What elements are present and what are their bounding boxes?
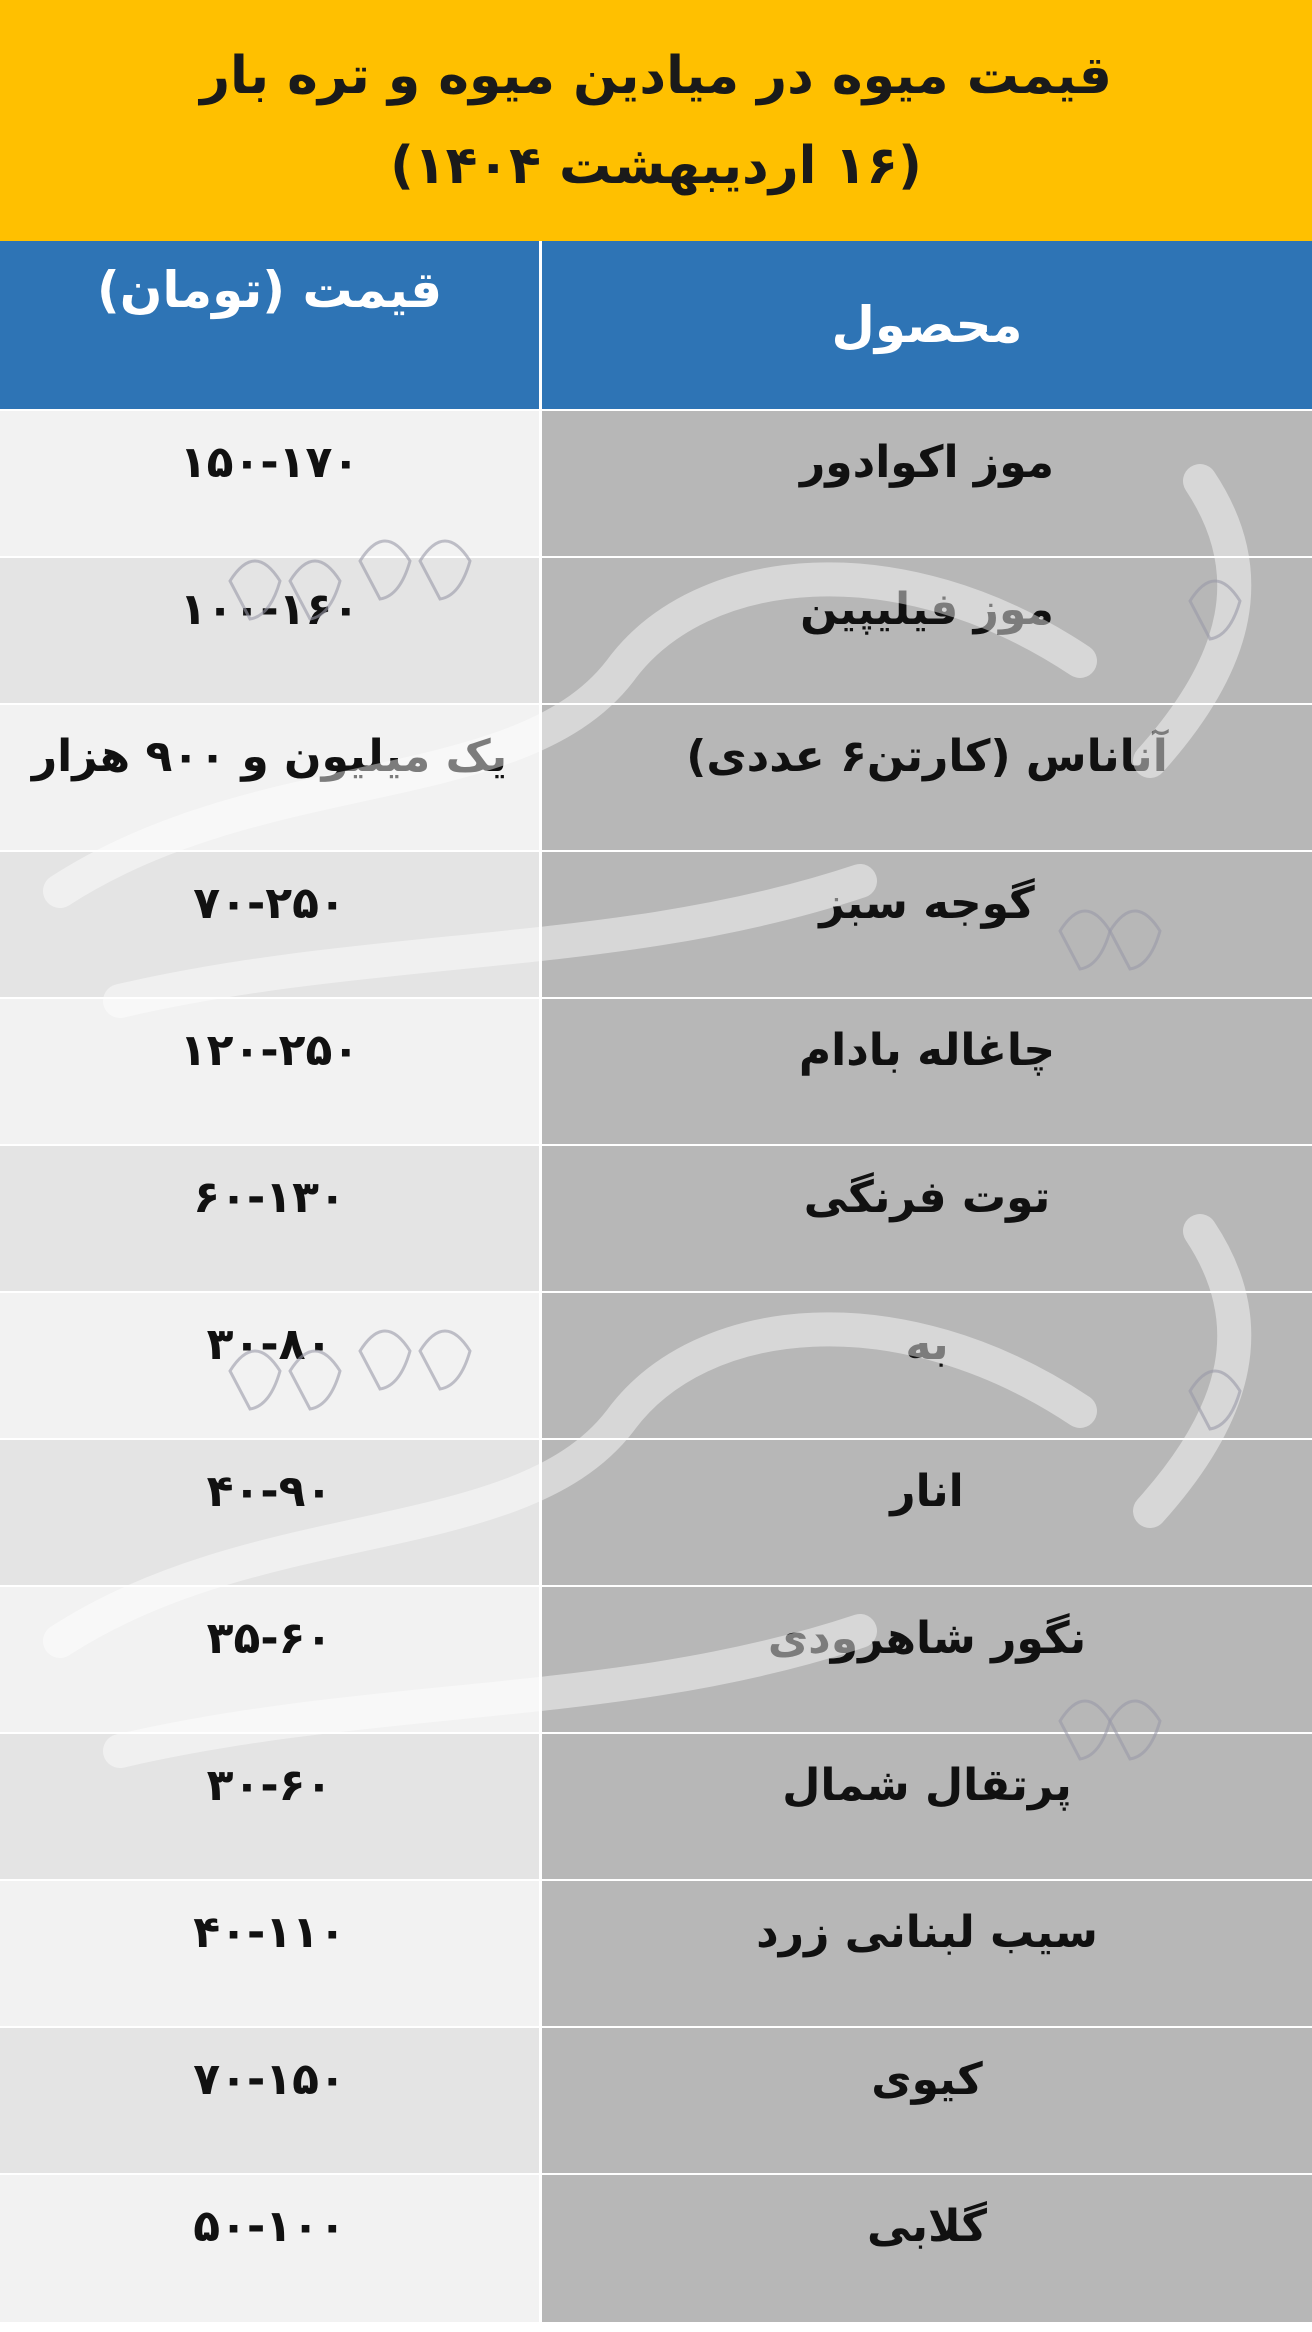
price-cell: ۳۰-۸۰: [0, 1293, 539, 1440]
price-cell: ۶۰-۱۳۰: [0, 1146, 539, 1293]
price-cell: ۴۰-۹۰: [0, 1440, 539, 1587]
title-banner: [0, 0, 1312, 241]
product-cell: موز فیلیپین: [539, 558, 1312, 705]
product-cell: به: [539, 1293, 1312, 1440]
header-price: قیمت (تومان): [0, 241, 539, 411]
page-date: (۱۶ اردیبهشت ۱۴۰۴): [390, 135, 922, 196]
price-cell: ۳۵-۶۰: [0, 1587, 539, 1734]
product-cell: توت فرنگی: [539, 1146, 1312, 1293]
product-cell: سیب لبنانی زرد: [539, 1881, 1312, 2028]
product-cell: چاغاله بادام: [539, 999, 1312, 1146]
product-cell: پرتقال شمال: [539, 1734, 1312, 1881]
price-cell: یک میلیون و ۹۰۰ هزار: [0, 705, 539, 852]
price-cell: ۵۰-۱۰۰: [0, 2175, 539, 2322]
product-cell: نگور شاهرودی: [539, 1587, 1312, 1734]
product-cell: گوجه سبز: [539, 852, 1312, 999]
product-cell: موز اکوادور: [539, 411, 1312, 558]
header-product: محصول: [539, 241, 1312, 411]
product-cell: انار: [539, 1440, 1312, 1587]
price-table: [0, 241, 1312, 2332]
product-cell: گلابی: [539, 2175, 1312, 2322]
price-cell: ۱۲۰-۲۵۰: [0, 999, 539, 1146]
page-title: قیمت میوه در میادین میوه و تره بار: [200, 45, 1112, 106]
product-cell: آناناس (کارتن۶ عددی): [539, 705, 1312, 852]
price-cell: ۱۰۰-۱۶۰: [0, 558, 539, 705]
price-cell: ۱۵۰-۱۷۰: [0, 411, 539, 558]
price-cell: ۴۰-۱۱۰: [0, 1881, 539, 2028]
price-cell: ۳۰-۶۰: [0, 1734, 539, 1881]
price-cell: ۷۰-۱۵۰: [0, 2028, 539, 2175]
product-cell: کیوی: [539, 2028, 1312, 2175]
price-cell: ۷۰-۲۵۰: [0, 852, 539, 999]
